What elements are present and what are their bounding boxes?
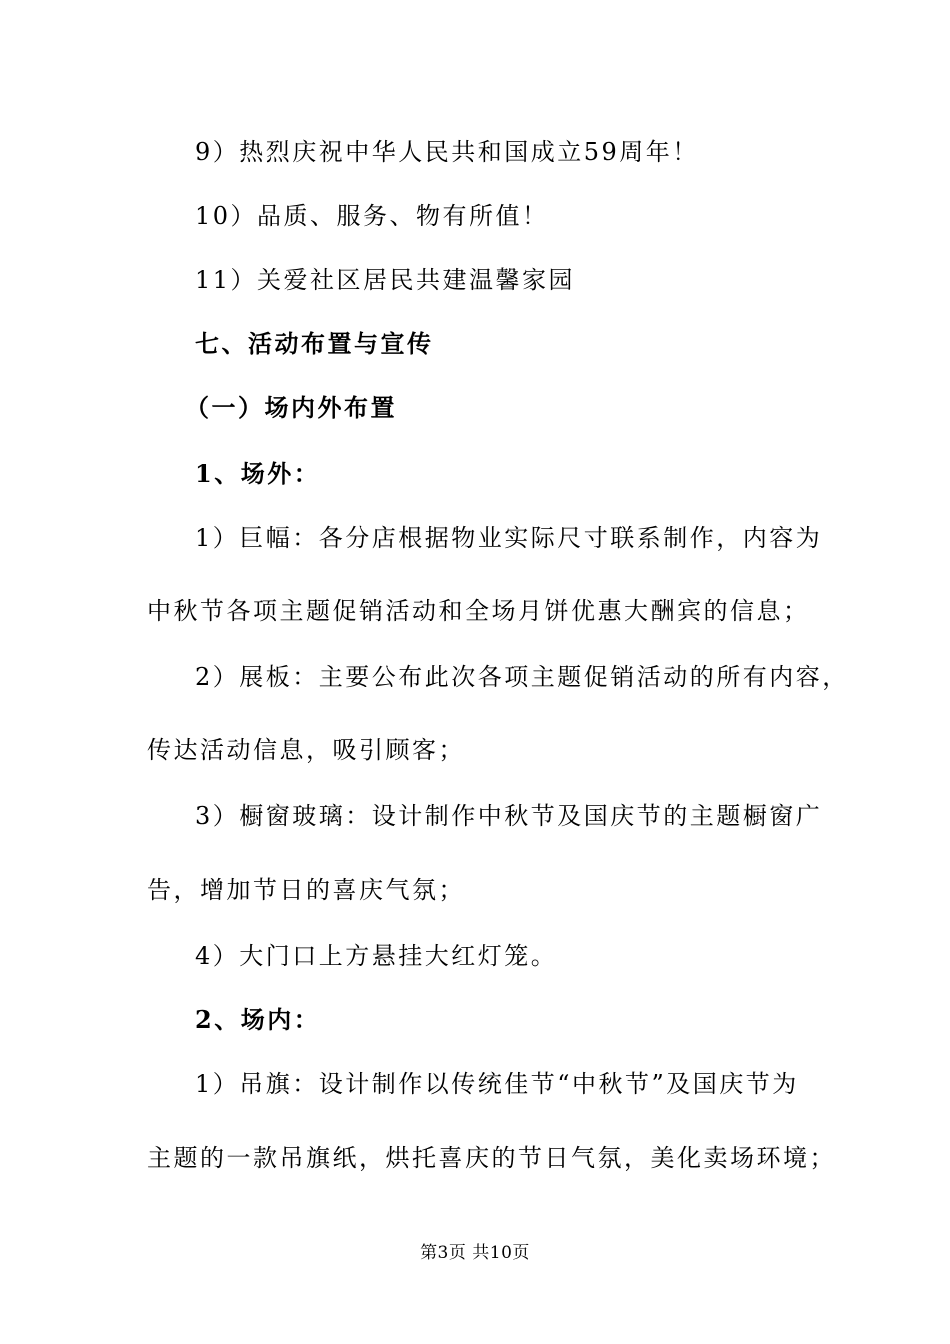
section-heading: 七、活动布置与宣传 bbox=[195, 329, 434, 358]
outdoor-item-4: 4）大门口上方悬挂大红灯笼。 bbox=[195, 942, 558, 970]
slogan-11: 11）关爱社区居民共建温馨家园 bbox=[195, 266, 576, 294]
outdoor-item-1-cont: 中秋节各项主题促销活动和全场月饼优惠大酬宾的信息； bbox=[147, 597, 810, 625]
indoor-item-1-cont: 主题的一款吊旗纸，烘托喜庆的节日气氛，美化卖场环境； bbox=[147, 1144, 836, 1172]
slogan-9: 9）热烈庆祝中华人民共和国成立59周年！ bbox=[195, 138, 699, 166]
outdoor-item-2-cont: 传达活动信息，吸引顾客； bbox=[147, 736, 465, 764]
subsection-heading: （一）场内外布置 bbox=[185, 393, 397, 422]
page-footer: 第3页 共10页 bbox=[420, 1243, 530, 1263]
outdoor-item-3: 3）橱窗玻璃：设计制作中秋节及国庆节的主题橱窗广 bbox=[195, 802, 823, 830]
indoor-item-1: 1）吊旗：设计制作以传统佳节“中秋节”及国庆节为 bbox=[195, 1070, 799, 1098]
outdoor-item-2: 2）展板：主要公布此次各项主题促销活动的所有内容， bbox=[195, 663, 849, 691]
outdoor-item-3-cont: 告，增加节日的喜庆气氛； bbox=[147, 876, 465, 904]
slogan-10: 10）品质、服务、物有所值！ bbox=[195, 202, 549, 230]
outdoor-item-1: 1）巨幅：各分店根据物业实际尺寸联系制作，内容为 bbox=[195, 524, 823, 552]
outdoor-heading: 1、场外： bbox=[195, 459, 321, 488]
indoor-heading: 2、场内： bbox=[195, 1005, 321, 1034]
